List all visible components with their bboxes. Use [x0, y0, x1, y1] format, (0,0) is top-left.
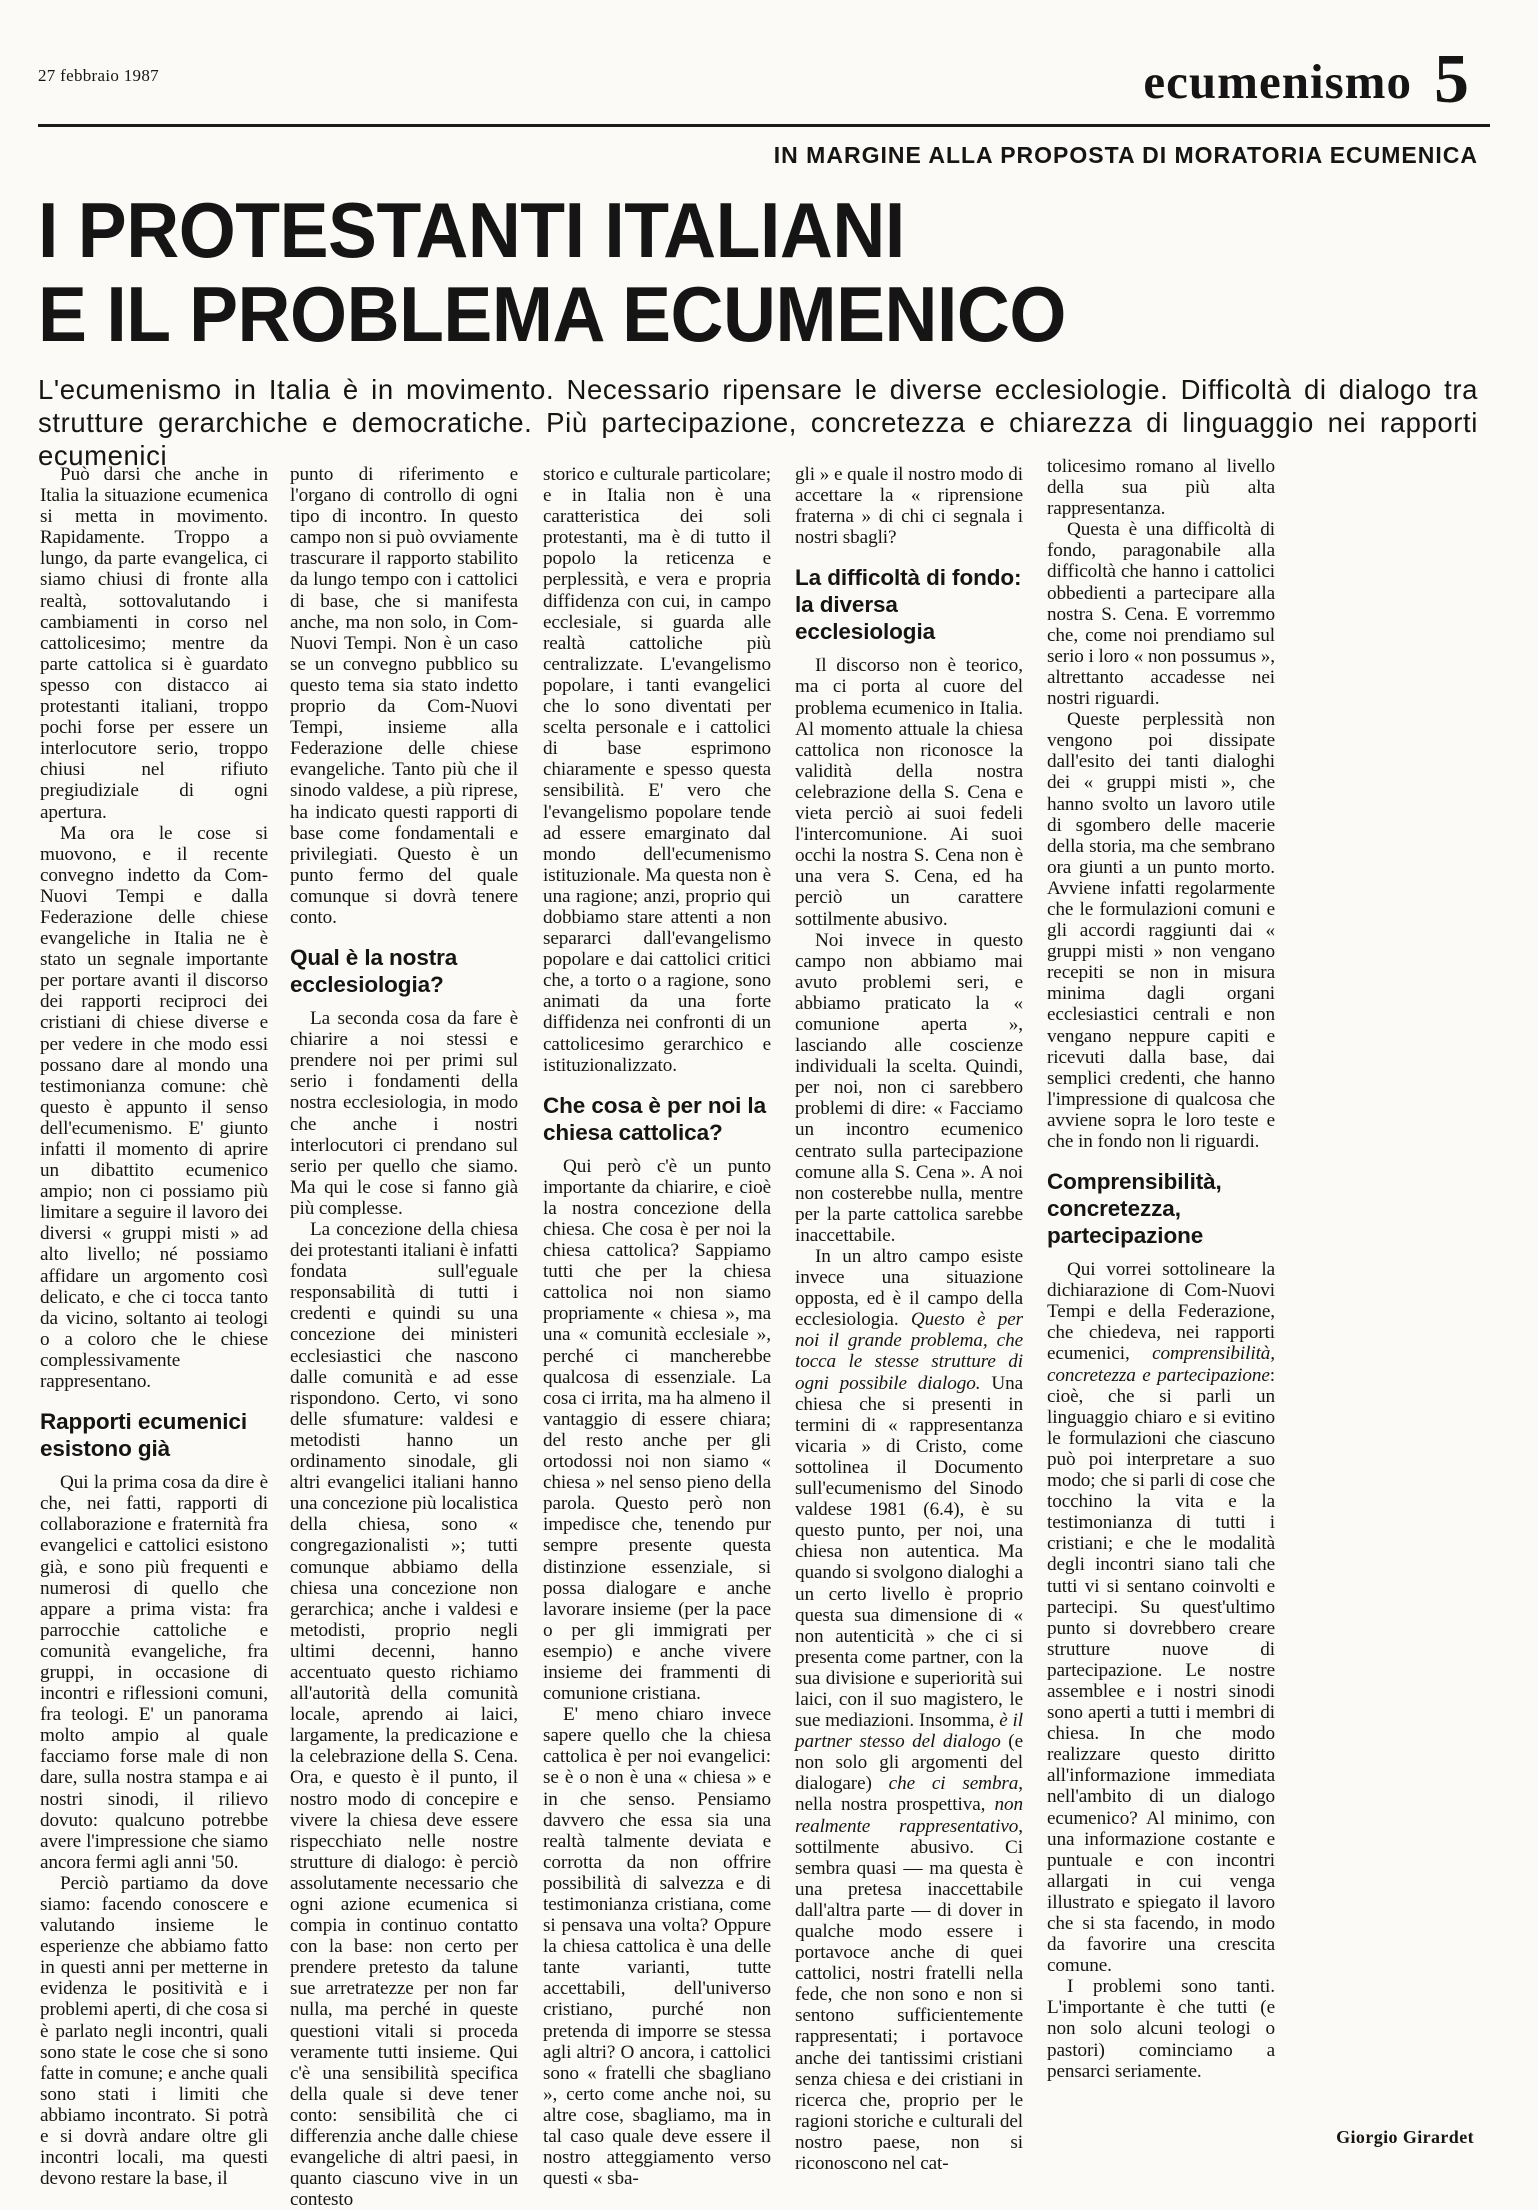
standfirst: L'ecumenismo in Italia è in movimento. Necessario ripensare le diverse ecclesiologie. Difficoltà di dialogo tra strutture gerarchiche e democratiche. Più partecipazione, concretezza e chiarezza di linguaggio nei rapporti ecumenici: [38, 374, 1478, 471]
text-run: , sottilmente abusivo. Ci sembra quasi — ma questa è una pretesa inaccettabile dall'altra parte — di dover in qualche modo essere i portavoce anche di quei cattolici, nostri fratelli nella fede, che non sono e non si sentono sufficientemente rappresentati; i portavoce anche dei tantissimi cristiani senza chiesa e dei cristiani in ricerca che, proprio per le ragioni storiche e culturali del nostro paese, non si riconoscono nel cat-: [795, 1815, 1023, 2175]
article-column-2: [290, 464, 518, 2210]
subheading: La difficoltà di fondo: la diversa ecclesiologia: [795, 565, 1022, 645]
subheading: Qual è la nostra ecclesiologia?: [290, 945, 458, 998]
paragraph: punto di riferimento e l'organo di controllo di ogni tipo di incontro. In questo campo non si può ovviamente trascurare il rapporto stabilito da lungo tempo con i cattolici di base, che si manifesta anche, ma non solo, in Com-Nuovi Tempi. Non è un caso se un convegno pubblico su questo tema sia stato indetto proprio da Com-Nuovi Tempi, insieme alla Federazione delle chiese evangeliche. Tanto più che il sinodo valdese, a più riprese, ha indicato questi rapporti di base come fondamentali e privilegiati. Questo è un punto fermo del quale comunque si dovrà tenere conto.: [290, 464, 518, 928]
paragraph: Può darsi che anche in Italia la situazione ecumenica si metta in movimento. Rapidamente. Troppo a lungo, da parte evangelica, ci siamo chiusi di fronte alla realtà, sottovalutando i cambiamenti in corso nel cattolicesimo; mentre da parte cattolica si è guardato spesso con distacco ai protestanti italiani, troppo pochi forse per essere un interlocutore serio, troppo chiusi nel rifiuto pregiudiziale di ogni apertura.: [40, 464, 268, 823]
text-run: : cioè, che si parli un linguaggio chiaro e si evitino le formulazioni che ciascuno può poi interpretare a suo modo; che si parli di cose che tocchino la vita e la testimonianza di tutti i cristiani; e che le modalità degli incontri siano tali che tutti vi si sentano coinvolti e partecipi. Su quest'ultimo punto si dovrebbero creare strutture nuove di partecipazione. Le nostre assemblee e i nostri sinodi sono aperti a tutti i membri di chiesa. In che modo realizzare questo diritto all'informazione immediata nell'ambito di un dialogo ecumenico? Al minimo, con una informazione costante e puntuale e con incontri allargati in cui venga illustrato e spiegato il lavoro che si sta facendo, in modo da favorire una crescita comune.: [1047, 1364, 1275, 1977]
paragraph: Ma ora le cose si muovono, e il recente convegno indetto da Com-Nuovi Tempi e dalla Federazione delle chiese evangeliche in Italia ne è stato un segnale importante per portare avanti il discorso dei rapporti reciproci dei cristiani di chiese diverse e per vedere in che modo essi possano dare al mondo una testimonianza comune: chè questo è appunto il senso dell'ecumenismo. E' giunto infatti il momento di aprire un dibattito ecumenico ampio; non ci possiamo più limitare a seguire il lavoro dei diversi « gruppi misti » ad alto livello; né possiamo affidare un argomento così delicato, e che ci tocca tanto da vicino, soltanto ai teologi o a coloro che le chiese complessivamente rappresentano.: [40, 822, 268, 1393]
text-run: Qui vorrei sottolineare la dichiarazione di Com-Nuovi Tempi e della Federazione, che chiedeva, nei rapporti ecumenici,: [1047, 1259, 1275, 1365]
paragraph: [1047, 1259, 1275, 1976]
paragraph: Qui la prima cosa da dire è che, nei fatti, rapporti di collaborazione e fraternità fra evangelici e cattolici esistono già, e sono più frequenti e numerosi di quello che appare a prima vista: fra parrocchie cattoliche e comunità evangeliche, fra gruppi, in occasione di incontri e riflessioni comuni, fra teologi. E' un panorama molto ampio al quale facciamo forse male di non dare, sulla nostra stampa e ai nostri sinodi, il rilievo dovuto: qualcuno potrebbe avere l'impressione che siamo ancora fermi agli anni '50.: [40, 1472, 268, 1873]
article-column-5: [1047, 456, 1275, 2082]
paragraph: La concezione della chiesa dei protestanti italiani è infatti fondata sull'eguale responsabilità di tutti i credenti e quindi su una concezione dei ministeri ecclesiastici che nascono dalle comunità e ad esse rispondono. Certo, vi sono delle sfumature: valdesi e metodisti hanno un ordinamento sinodale, gli altri evangelici italiani hanno una concezione più localistica della chiesa, sono « congregazionalisti »; tutti comunque abbiamo della chiesa una concezione non gerarchica; anche i valdesi e metodisti, proprio negli ultimi decenni, hanno accentuato questo richiamo all'autorità della comunità locale, aprendo ai laici, largamente, la predicazione e la celebrazione della S. Cena. Ora, e questo è il punto, il nostro modo di concepire e vivere la chiesa deve essere rispecchiato nelle nostre strutture di dialogo: è perciò assolutamente necessario che ogni azione ecumenica si compia in continuo contatto con la base: non certo per prendere pretesto da talune sue arretratezze per non far nulla, ma perché in queste questioni vitali si proceda veramente tutti insieme. Qui c'è una sensibilità specifica della quale si deve tener conto: sensibilità che ci differenzia anche dalle chiese evangeliche di altri paesi, in quanto ciascuno vive in un contesto: [290, 1219, 518, 2210]
subheading: Che cosa è per noi la chiesa cattolica?: [543, 1092, 766, 1145]
italic-run: Questo è per noi il grande problema, che tocca le stesse strutture di ogni possibile dialogo.: [795, 1309, 1023, 1394]
paragraph: E' meno chiaro invece sapere quello che la chiesa cattolica è per noi evangelici: se è o non è una « chiesa » e in che senso. Pensiamo davvero che essa sia una realtà talmente deviata e corrotta da non offrire possibilità di salvezza e di testimonianza cristiana, come si pensava una volta? Oppure la chiesa cattolica è una delle tante varianti, tutte accettabili, dell'universo cristiano, purché non pretenda di imporre se stessa agli altri? O ancora, i cattolici sono « fratelli che sbagliano », certo come anche noi, su altre cose, sbagliamo, ma in tal caso quale deve essere il nostro atteggiamento verso questi « sba-: [543, 1704, 771, 2190]
text-run: In un altro campo esiste invece una situazione opposta, ed è il campo della ecclesiologia.: [795, 1246, 1023, 1331]
paragraph: Qui però c'è un punto importante da chiarire, e cioè la nostra concezione della chiesa. Che cosa è per noi la chiesa cattolica? Sappiamo tutti che per la chiesa cattolica noi non siamo propriamente « chiesa », ma una « comunità ecclesiale », perché ci mancherebbe qualcosa di essenziale. La cosa ci irrita, ma ha almeno il vantaggio di essere chiara; del resto anche per gli ortodossi noi non siamo « chiesa » nel senso pieno della parola. Questo però non impedisce che, tenendo pur sempre presente questa distinzione essenziale, si possa dialogare e anche lavorare insieme (per la pace o per gli immigrati per esempio) e anche vivere insieme dei frammenti di comunione cristiana.: [543, 1155, 771, 1705]
kicker: IN MARGINE ALLA PROPOSTA DI MORATORIA ECUMENICA: [773, 142, 1478, 168]
paragraph: La seconda cosa da fare è chiarire a noi stessi e prendere noi per primi sul serio i fondamenti della nostra ecclesiologia, in modo che anche i nostri interlocutori ci prendano sul serio per quello che siamo. Ma qui le cose si fanno già più complesse.: [290, 1008, 518, 1219]
headline-line-1: I PROTESTANTI ITALIANI: [38, 186, 905, 274]
text-run: , nella nostra prospettiva,: [795, 1773, 1023, 1816]
page-number: 5: [1434, 41, 1470, 118]
paragraph: Il discorso non è teorico, ma ci porta al cuore del problema ecumenico in Italia. Al momento attuale la chiesa cattolica non riconosce la validità della nostra celebrazione della S. Cena e vieta perciò ai suoi fedeli l'intercomunione. Ai suoi occhi la nostra S. Cena non è una vera S. Cena, ed ha perciò un carattere sottilmente abusivo.: [795, 655, 1023, 930]
italic-run: è il partner stesso del dialogo: [795, 1710, 1023, 1753]
issue-date: 27 febbraio 1987: [38, 66, 159, 85]
article-column-3: [543, 464, 771, 2189]
paragraph: Perciò partiamo da dove siamo: facendo conoscere e valutando insieme le esperienze che abbiamo fatto in questi anni per metterne in evidenza le positività e i problemi aperti, di che cosa si è parlato negli incontri, quali sono state le cose che si sono fatte in comune; e anche quali sono stati i limiti che abbiamo incontrato. Si potrà e si dovrà andare oltre gli incontri locali, ma questi devono restare la base, il: [40, 1872, 268, 2190]
italic-run: comprensibilità, concretezza e partecipazione: [1047, 1343, 1275, 1386]
paragraph: tolicesimo romano al livello della sua più alta rappresentanza.: [1047, 456, 1275, 520]
headline-line-2: E IL PROBLEMA ECUMENICO: [38, 270, 1066, 358]
paragraph: Queste perplessità non vengono poi dissipate dall'esito dei tanti dialoghi dei « gruppi misti », che hanno svolto un lavoro utile di sgombero delle macerie della storia, ma che sembrano ora giunti a un punto morto. Avviene infatti regolarmente che le formulazioni comuni e gli accordi raggiunti dai « gruppi misti » non vengano recepiti se non in misura minima dagli organi ecclesiastici centrali e non vengano neppure capiti e ricevuti dalla base, dai semplici credenti, che hanno l'impressione di qualcosa che avviene sopra le loro teste e che in fondo non li riguardi.: [1047, 709, 1275, 1152]
italic-run: che ci sembra: [888, 1773, 1019, 1795]
paragraph: Noi invece in questo campo non abbiamo mai avuto problemi seri, e abbiamo praticato la « comunione aperta », lasciando alle coscienze individuali la scelta. Quindi, per noi, non ci sarebbero problemi di dire: « Facciamo un incontro ecumenico centrato sulla partecipazione comune alla S. Cena ». A noi non costerebbe nulla, mentre per la parte cattolica sarebbe inaccettabile.: [795, 929, 1023, 1246]
italic-run: non realmente rappresentativo: [795, 1794, 1023, 1837]
article-column-4: [795, 464, 1023, 2174]
header-rule: [38, 124, 1490, 127]
subheading: Rapporti ecumenici esistono già: [40, 1409, 247, 1462]
text-run: Una chiesa che si presenti in termini di « rappresentanza vicaria » di Cristo, come sottolinea il Documento sull'ecumenismo del Sinodo valdese 1981 (6.4), è su questo punto, per noi, una chiesa non autentica. Ma quando si svolgono dialoghi a un certo livello è proprio questa sua dimensione di « non autenticità » che ci si presenta come partner, con la sua divisione e superiorità sui laici, con il suo magistero, le sue mediazioni. Insomma,: [795, 1372, 1023, 1732]
text-run: (e non solo gli argomenti del dialogare): [795, 1731, 1023, 1795]
paragraph: gli » e quale il nostro modo di accettare la « riprensione fraterna » di chi ci segnala i nostri sbagli?: [795, 464, 1023, 549]
section-name: ecumenismo: [1143, 54, 1412, 109]
author-signature: Giorgio Girardet: [1336, 2127, 1474, 2147]
paragraph: I problemi sono tanti. L'importante è che tutti (e non solo alcuni teologi o pastori) cominciamo a pensarci seriamente.: [1047, 1976, 1275, 2082]
paragraph: [795, 1246, 1023, 2174]
paragraph: Questa è una difficoltà di fondo, paragonabile alla difficoltà che hanno i cattolici obbedienti a partecipare alla nostra S. Cena. E vorremmo che, come noi prendiamo sul serio i loro « non possumus », altrettanto accadesse nei nostri riguardi.: [1047, 519, 1275, 710]
subheading: Comprensibilità, concretezza, partecipazione: [1047, 1169, 1222, 1249]
paragraph: storico e culturale particolare; e in Italia non è una caratteristica dei soli protestanti, ma è di tutto il popolo la reticenza e perplessità, e vera e propria diffidenza con cui, in campo ecclesiale, si guarda alle realtà cattoliche più centralizzate. L'evangelismo popolare, i tanti evangelici che lo sono diventati per scelta personale e i cattolici di base esprimono chiaramente e spesso questa sensibilità. E' vero che l'evangelismo popolare tende ad essere emarginato dal mondo dell'ecumenismo istituzionale. Ma questa non è una ragione; anzi, proprio qui dobbiamo stare attenti a non separarci dall'evangelismo popolare e dai cattolici critici che, a torto o a ragione, sono animati da una forte diffidenza nei confronti di un cattolicesimo gerarchico e istituzionalizzato.: [543, 464, 771, 1076]
headline: [38, 188, 1066, 356]
section-header: [1143, 40, 1470, 120]
article-column-1: [40, 464, 268, 2189]
